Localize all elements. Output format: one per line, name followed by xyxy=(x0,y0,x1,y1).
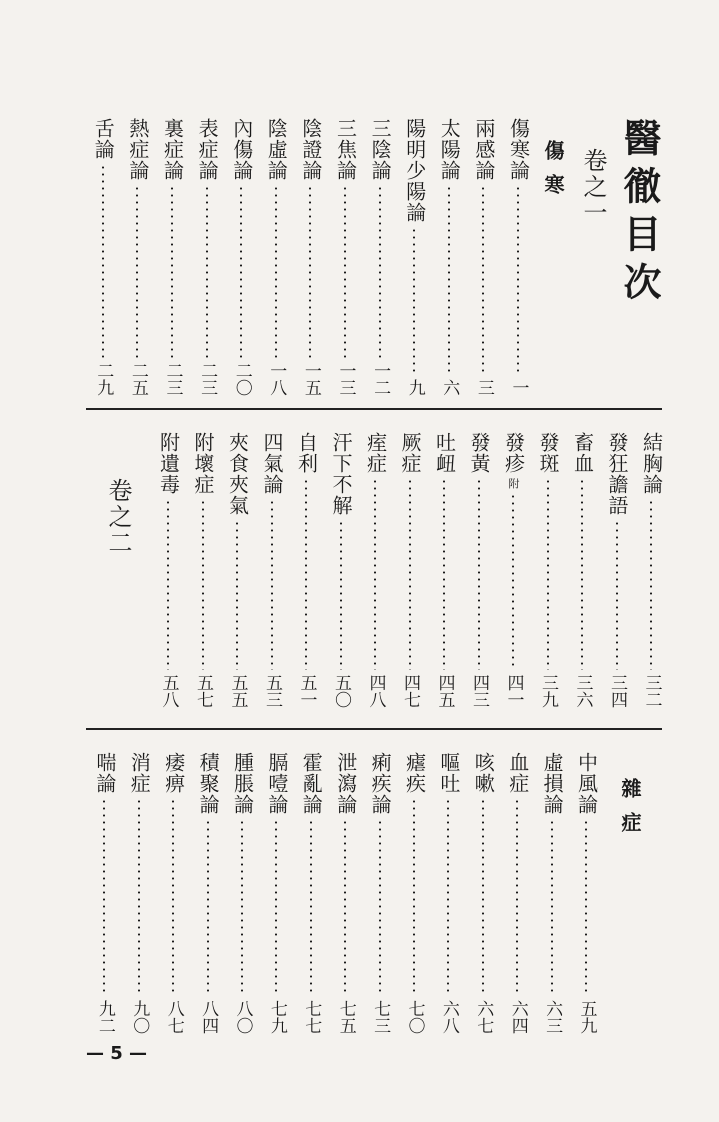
toc-entry-page: 三二 xyxy=(641,674,662,708)
volume-two-heading: 卷之二 xyxy=(104,478,132,556)
dot-leader xyxy=(413,798,415,996)
toc-entry-page: 五五 xyxy=(227,674,248,708)
toc-entry xyxy=(328,432,354,708)
toc-entry-page: 二三 xyxy=(197,362,218,396)
toc-entry-title: 傷寒論 xyxy=(506,118,531,181)
toc-entry-page: 五九 xyxy=(576,1000,597,1034)
dot-leader xyxy=(547,478,549,670)
toc-entry-page: 五〇 xyxy=(331,674,351,708)
toc-entry-title: 夾食夾氣 xyxy=(225,432,250,516)
toc-entry xyxy=(470,752,496,1034)
dot-leader xyxy=(275,185,277,358)
dot-leader xyxy=(310,819,312,996)
toc-entry-page: 四五 xyxy=(434,674,455,708)
toc-entry xyxy=(470,118,496,396)
toc-entry xyxy=(297,118,323,396)
toc-entry-page: 一八 xyxy=(266,362,287,396)
dot-leader xyxy=(616,520,618,670)
toc-entry-title: 兩感論 xyxy=(471,118,496,181)
dot-leader xyxy=(206,185,208,358)
dot-leader xyxy=(167,499,169,670)
divider-rule-top xyxy=(86,408,662,410)
toc-entry-page: 一 xyxy=(508,379,529,396)
toc-entry-page: 三九 xyxy=(538,674,558,708)
toc-entry-page: 二三 xyxy=(162,362,183,396)
toc-entry-title: 結胸論 xyxy=(639,432,664,495)
dot-leader xyxy=(551,819,553,996)
dot-leader xyxy=(102,164,104,358)
toc-entry-title: 霍亂論 xyxy=(299,752,324,815)
dot-leader xyxy=(309,185,311,358)
toc-entry-page: 九二 xyxy=(94,1000,115,1034)
toc-entry xyxy=(367,752,393,1034)
toc-entry xyxy=(229,752,255,1034)
toc-entry-title: 痿痹 xyxy=(161,752,186,794)
toc-entry-title: 四氣論 xyxy=(260,432,284,495)
dot-leader xyxy=(581,478,583,670)
toc-entry-title: 三焦論 xyxy=(333,118,358,181)
dot-leader xyxy=(447,798,449,996)
dot-leader xyxy=(136,185,138,358)
toc-entry-title: 陽明少陽論 xyxy=(402,118,427,223)
toc-entry xyxy=(535,432,561,708)
toc-entry-title: 虛損論 xyxy=(540,752,565,815)
dot-leader xyxy=(374,478,376,670)
toc-entry-title: 中風論 xyxy=(574,752,599,815)
toc-entry-page: 三 xyxy=(473,379,494,396)
toc-entry xyxy=(124,118,150,396)
toc-entry-page: 三六 xyxy=(572,674,593,708)
toc-entry xyxy=(573,752,599,1034)
toc-entry xyxy=(190,432,216,708)
toc-entry-page: 八四 xyxy=(198,1000,219,1034)
toc-entry-title: 畜血 xyxy=(570,432,595,474)
dot-leader xyxy=(585,819,587,996)
toc-entry-title: 發疹 xyxy=(501,432,526,474)
toc-entry-title: 喘論 xyxy=(92,752,117,794)
toc-entry xyxy=(90,118,116,396)
dot-leader xyxy=(478,478,480,670)
toc-entry xyxy=(569,432,595,708)
toc-entry-page: 七七 xyxy=(301,1000,322,1034)
toc-entry-page: 四三 xyxy=(469,674,489,708)
toc-entry xyxy=(397,432,423,708)
dot-leader xyxy=(241,819,243,996)
dot-leader xyxy=(236,520,238,670)
dot-leader xyxy=(271,499,273,670)
toc-entry-page: 一三 xyxy=(335,362,356,396)
toc-entry-page: 二五 xyxy=(127,362,148,396)
toc-entry-page: 四七 xyxy=(400,674,420,708)
toc-entry-title: 膈噎論 xyxy=(264,752,289,815)
toc-entry xyxy=(638,432,664,708)
toc-entry xyxy=(362,432,388,708)
toc-entry-title: 積聚論 xyxy=(196,752,221,815)
toc-entry-page: 一二 xyxy=(370,362,391,396)
toc-entry xyxy=(332,118,358,396)
toc-entry xyxy=(435,752,461,1034)
toc-entry xyxy=(401,118,427,396)
dot-leader xyxy=(379,819,381,996)
page-number: — 5 — xyxy=(86,1043,148,1064)
dot-leader xyxy=(443,478,445,670)
toc-entry xyxy=(504,752,530,1034)
dot-leader xyxy=(344,819,346,996)
toc-entry-title: 痢疾論 xyxy=(368,752,393,815)
dot-leader xyxy=(240,185,242,358)
toc-entry xyxy=(436,118,462,396)
toc-entry xyxy=(159,118,185,396)
toc-entry-title: 咳嗽 xyxy=(471,752,496,794)
toc-entry-page: 四八 xyxy=(365,674,386,708)
toc-entry xyxy=(228,118,254,396)
toc-entry-title: 汗下不解 xyxy=(329,432,353,516)
toc-entry xyxy=(195,752,221,1034)
toc-entry-page: 五八 xyxy=(158,674,179,708)
toc-entry-note: 附 xyxy=(507,478,520,489)
dot-leader xyxy=(171,185,173,358)
page-title: 醫徹目次 xyxy=(617,118,662,310)
dot-leader xyxy=(344,185,346,358)
toc-entry-page: 八七 xyxy=(163,1000,184,1034)
dot-leader xyxy=(409,478,411,670)
toc-entry-page: 六四 xyxy=(507,1000,528,1034)
toc-entry-page: 六八 xyxy=(438,1000,459,1034)
toc-entry-title: 陰證論 xyxy=(298,118,323,181)
toc-entry-page: 八〇 xyxy=(232,1000,253,1034)
toc-entry xyxy=(367,118,393,396)
toc-entry-page: 五三 xyxy=(262,674,282,708)
toc-entry-title: 陰虛論 xyxy=(264,118,289,181)
toc-entry-title: 血症 xyxy=(505,752,530,794)
toc-entry-page: 六七 xyxy=(473,1000,494,1034)
toc-entry-page: 五七 xyxy=(193,674,213,708)
dot-leader xyxy=(207,819,209,996)
toc-entry-title: 發斑 xyxy=(536,432,560,474)
toc-entry-page: 三四 xyxy=(607,674,627,708)
toc-entry-title: 消症 xyxy=(127,752,152,794)
toc-entry-title: 痓症 xyxy=(363,432,388,474)
toc-entry-title: 附遺毒 xyxy=(156,432,181,495)
toc-entry xyxy=(160,752,186,1034)
category-zazheng: 雜症 xyxy=(618,778,642,846)
toc-entry-title: 表症論 xyxy=(195,118,220,181)
dot-leader xyxy=(379,185,381,358)
toc-entry-page: 七三 xyxy=(370,1000,391,1034)
category-shanghan: 傷寒 xyxy=(541,140,565,208)
toc-entry-title: 嘔吐 xyxy=(436,752,461,794)
toc-entry xyxy=(505,118,531,396)
toc-entry xyxy=(431,432,457,708)
toc-entry-title: 腫脹論 xyxy=(230,752,255,815)
dot-leader xyxy=(517,185,519,375)
dot-leader xyxy=(516,798,518,996)
toc-entry-title: 三陰論 xyxy=(368,118,393,181)
dot-leader xyxy=(482,798,484,996)
toc-entry xyxy=(224,432,250,708)
toc-entry xyxy=(194,118,220,396)
toc-entry xyxy=(155,432,181,708)
toc-entry xyxy=(293,432,319,708)
divider-rule-middle xyxy=(86,728,662,730)
toc-entry-title: 吐衄 xyxy=(432,432,457,474)
toc-entry-page: 一五 xyxy=(300,362,321,396)
dot-leader xyxy=(305,478,307,670)
toc-entry xyxy=(126,752,152,1034)
toc-entry-title: 熱症論 xyxy=(125,118,150,181)
dot-leader xyxy=(650,499,652,670)
toc-entry-page: 二〇 xyxy=(231,362,252,396)
dot-leader xyxy=(340,520,342,670)
dot-leader xyxy=(275,819,277,996)
toc-entry-page: 四一 xyxy=(503,674,524,708)
toc-entry-title: 自利 xyxy=(294,432,319,474)
toc-entry-page: 七九 xyxy=(266,1000,287,1034)
dot-leader xyxy=(138,798,140,996)
toc-entry-page: 九 xyxy=(404,379,425,396)
toc-entry-title: 裏症論 xyxy=(160,118,185,181)
toc-entry xyxy=(298,752,324,1034)
toc-entry-title: 太陽論 xyxy=(437,118,462,181)
toc-entry-title: 附壞症 xyxy=(191,432,215,495)
toc-entry-title: 舌論 xyxy=(91,118,116,160)
toc-entry xyxy=(466,432,492,708)
toc-entry-title: 內傷論 xyxy=(229,118,254,181)
toc-entry-page: 六三 xyxy=(542,1000,563,1034)
dot-leader xyxy=(512,493,514,670)
toc-entry-title: 瘧疾 xyxy=(402,752,427,794)
toc-entry xyxy=(539,752,565,1034)
toc-entry-title: 厥症 xyxy=(398,432,422,474)
toc-entry-page: 七〇 xyxy=(404,1000,425,1034)
toc-entry-title: 發黃 xyxy=(467,432,491,474)
toc-entry-page: 五一 xyxy=(296,674,317,708)
toc-entry-title: 泄瀉論 xyxy=(333,752,358,815)
toc-entry xyxy=(604,432,630,708)
toc-entry xyxy=(91,752,117,1034)
toc-entry xyxy=(500,432,526,708)
toc-entry-page: 七五 xyxy=(335,1000,356,1034)
toc-entry xyxy=(401,752,427,1034)
toc-entry xyxy=(263,752,289,1034)
toc-entry-page: 九〇 xyxy=(129,1000,150,1034)
toc-entry xyxy=(259,432,285,708)
volume-one-heading: 卷之一 xyxy=(579,148,607,226)
toc-entry-title: 發狂譫語 xyxy=(605,432,629,516)
toc-entry-page: 六 xyxy=(439,379,460,396)
dot-leader xyxy=(172,798,174,996)
dot-leader xyxy=(103,798,105,996)
dot-leader xyxy=(413,227,415,375)
toc-entry-page: 二九 xyxy=(93,362,114,396)
toc-entry xyxy=(263,118,289,396)
dot-leader xyxy=(202,499,204,670)
dot-leader xyxy=(482,185,484,375)
toc-entry xyxy=(332,752,358,1034)
dot-leader xyxy=(448,185,450,375)
